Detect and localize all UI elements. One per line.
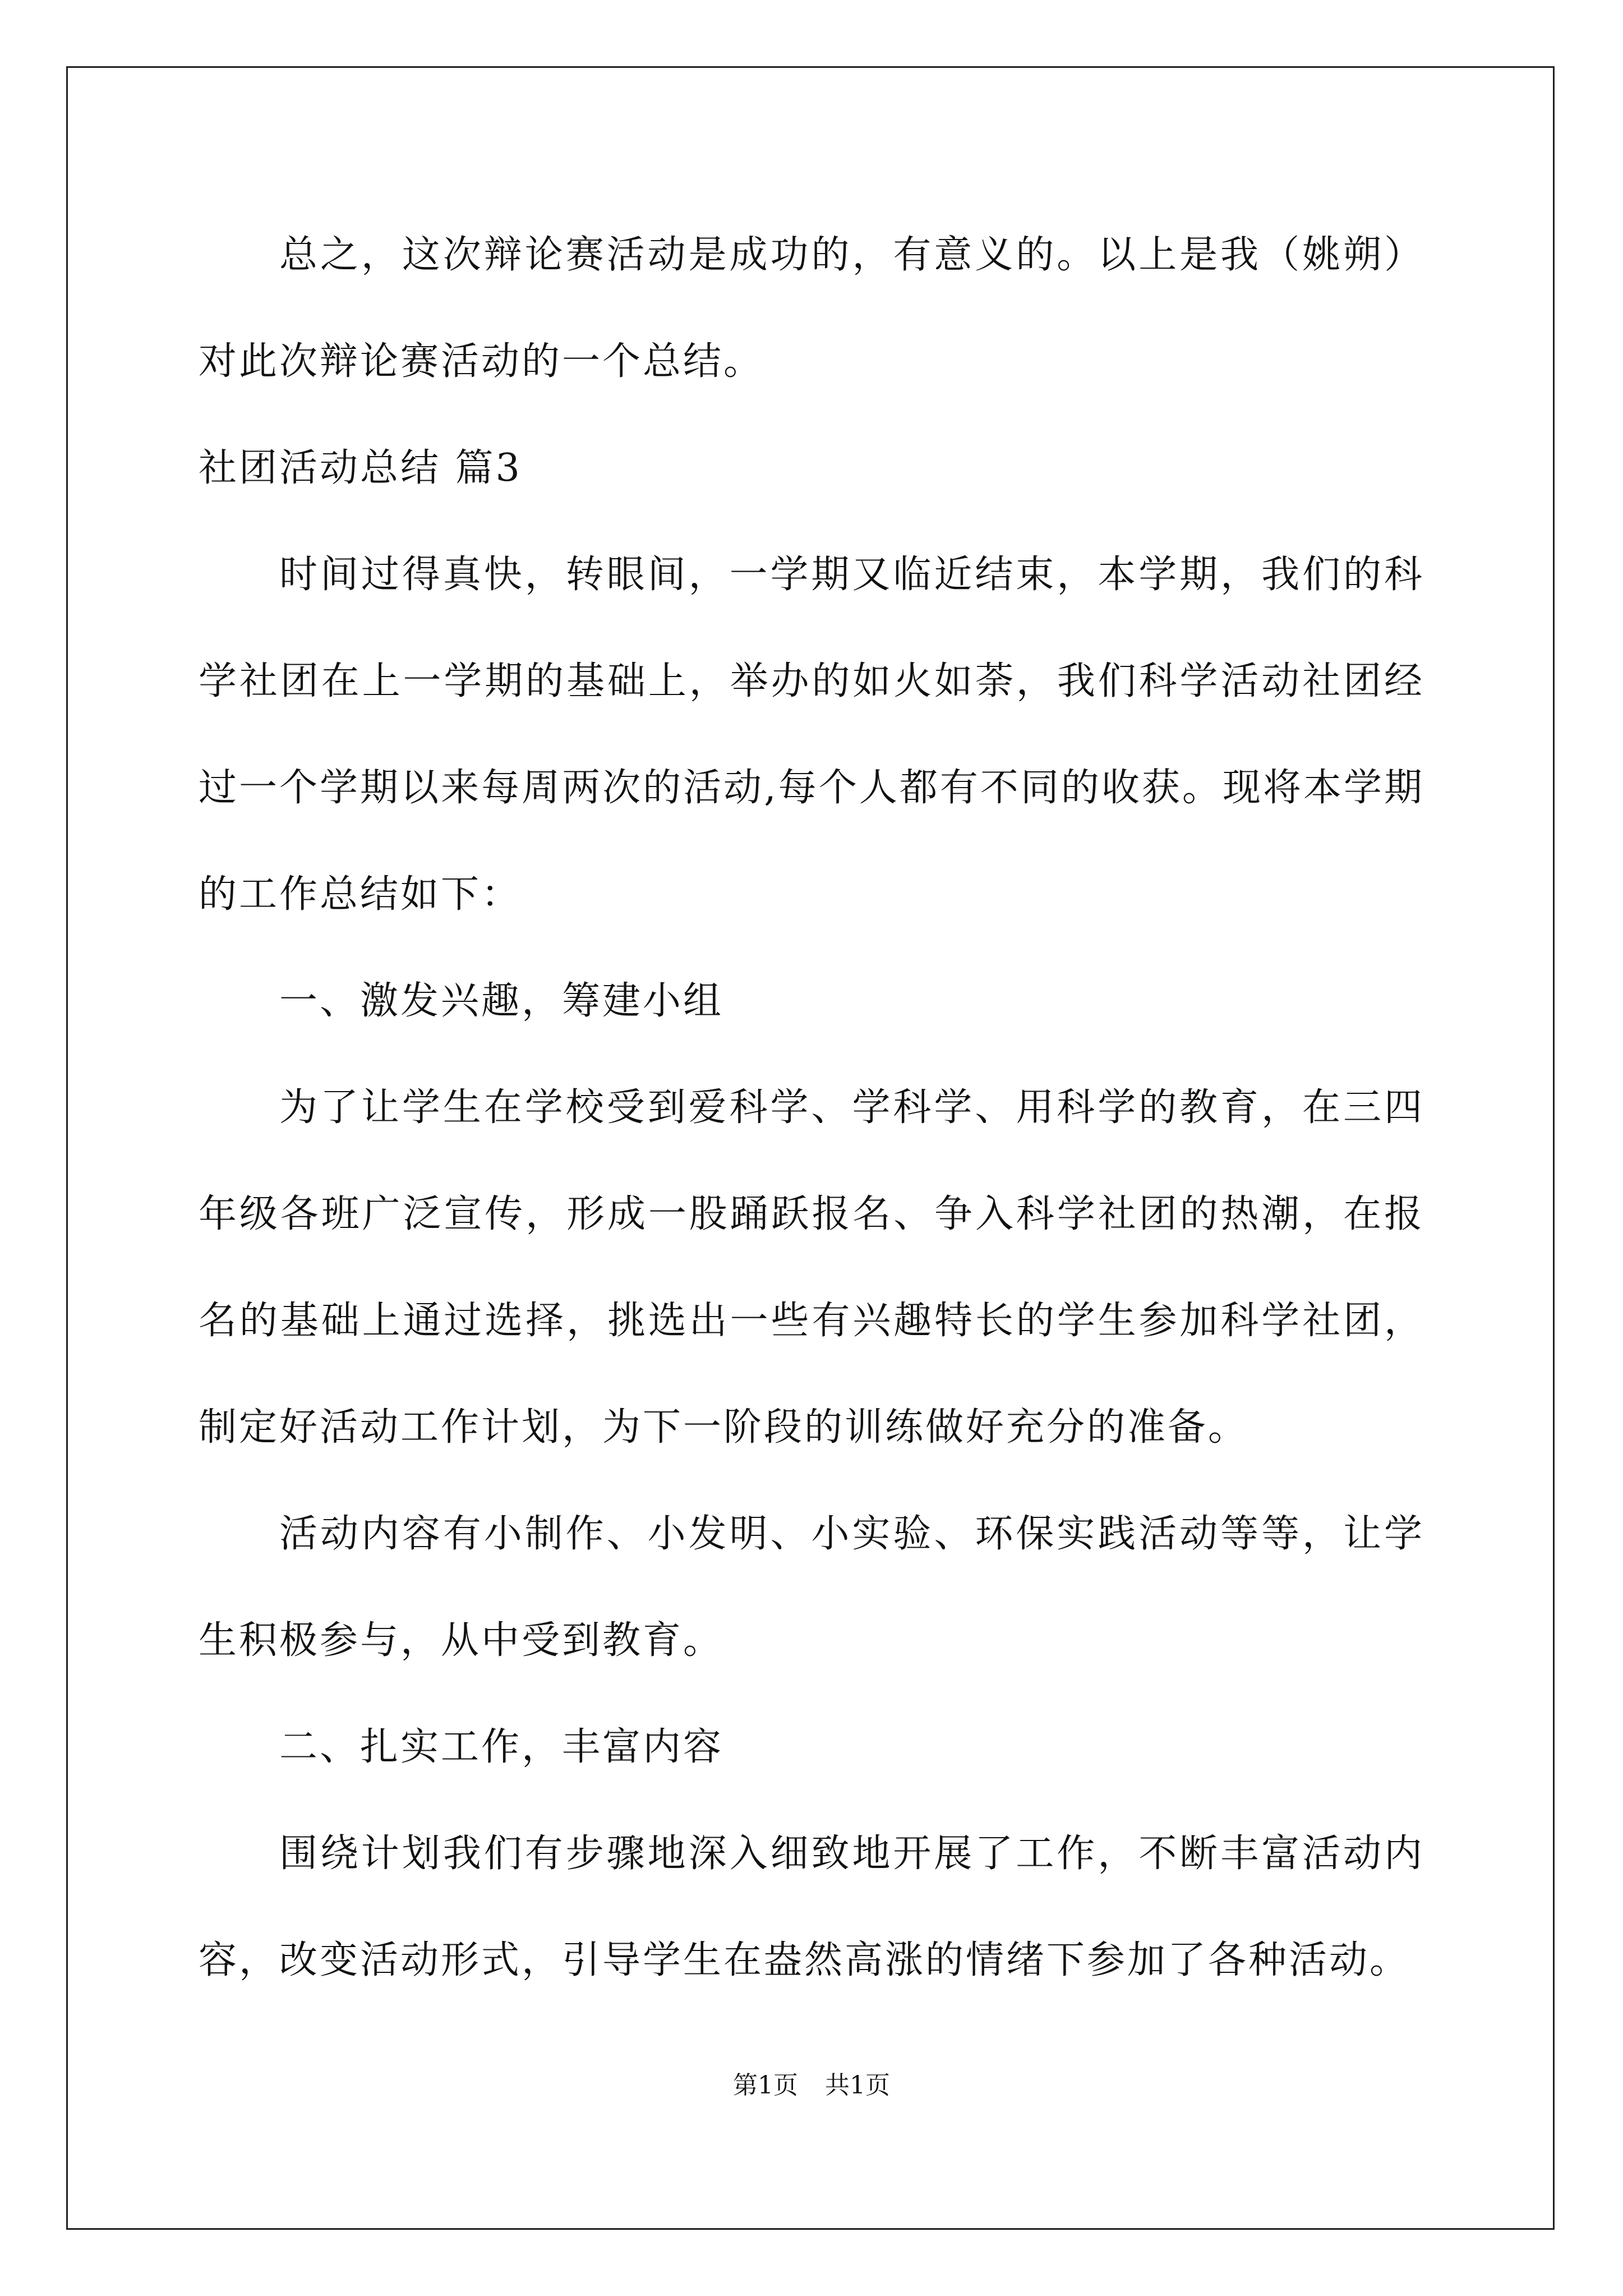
subheading-two: 二、扎实工作，丰富内容 — [279, 1725, 724, 1769]
section-heading: 社团活动总结 篇3 — [199, 446, 522, 490]
paragraph-activities: 活动内容有小制作、小发明、小实验、环保实践活动等等，让学生积极参与，从中受到教育。 — [199, 1512, 1424, 1663]
paragraph-recruitment: 为了让学生在学校受到爱科学、学科学、用科学的教育，在三四年级各班广泛宣传，形成一股踊跃报名、争入科学社团的热潮，在报名的基础上通过选择，挑选出一些有兴趣特长的学生参加科学社团，制定好活动工作计划，为下一阶段的训练做好充分的准备。 — [199, 1085, 1424, 1450]
page-total: 共1页 — [825, 2071, 890, 2100]
paragraph-intro: 时间过得真快，转眼间，一学期又临近结束，本学期，我们的科学社团在上一学期的基础上，举办的如火如荼，我们科学活动社团经过一个学期以来每周两次的活动,每个人都有不同的收获。现将本学期的工作总结如下： — [199, 553, 1424, 917]
subheading-one: 一、激发兴趣，筹建小组 — [279, 979, 724, 1023]
paragraph-conclusion: 总之，这次辩论赛活动是成功的，有意义的。以上是我（姚朔）对此次辩论赛活动的一个总结。 — [199, 233, 1424, 384]
page-number: 第1页 — [733, 2071, 798, 2100]
paragraph-work: 围绕计划我们有步骤地深入细致地开展了工作，不断丰富活动内容，改变活动形式，引导学生在盎然高涨的情绪下参加了各种活动。 — [199, 1832, 1424, 1982]
document-body — [199, 202, 1424, 2014]
page-footer — [0, 2069, 1623, 2102]
